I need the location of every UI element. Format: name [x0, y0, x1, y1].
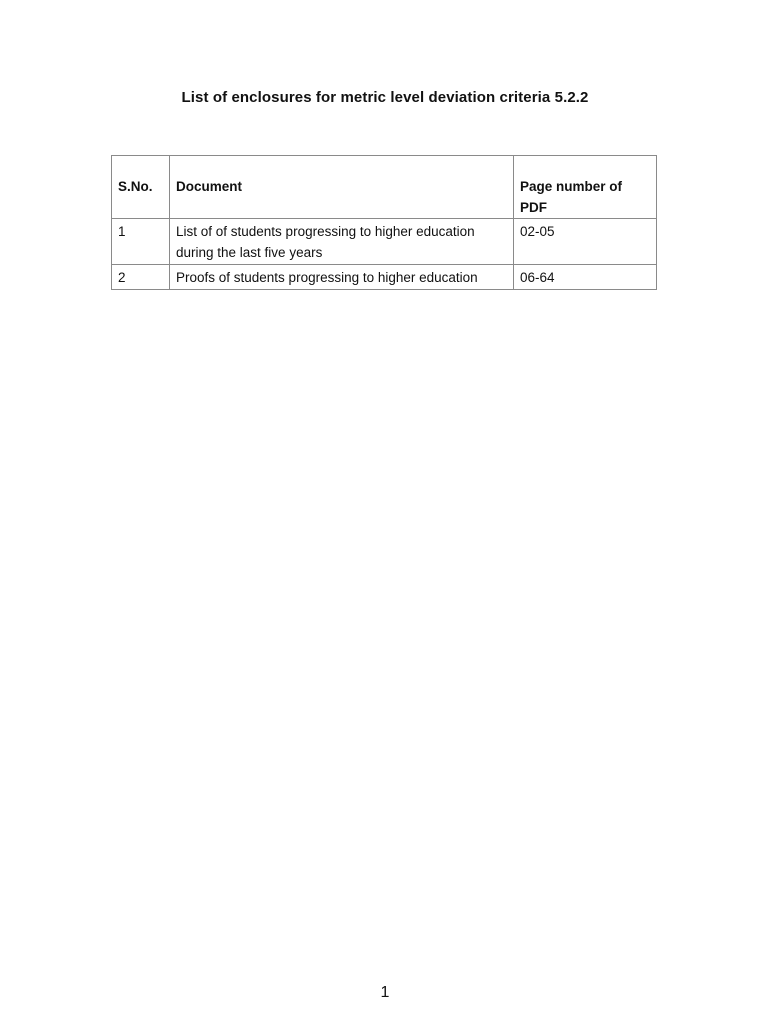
table-row — [112, 219, 657, 265]
page-title: List of enclosures for metric level deviation criteria 5.2.2 — [181, 89, 589, 106]
footer-page-number: 1 — [380, 984, 390, 1001]
enclosures-table — [111, 155, 657, 290]
row-sno: 1 — [112, 219, 170, 265]
header-document: Document — [170, 156, 514, 219]
row-document: List of of students progressing to higher education during the last five years — [170, 219, 514, 265]
row-page-number: 06-64 — [514, 265, 657, 290]
header-page-number: Page number of PDF — [514, 156, 657, 219]
row-sno: 2 — [112, 265, 170, 290]
row-page-number: 02-05 — [514, 219, 657, 265]
row-document: Proofs of students progressing to higher education — [170, 265, 514, 290]
table-header-row — [112, 156, 657, 219]
header-sno: S.No. — [112, 156, 170, 219]
table-row — [112, 265, 657, 290]
